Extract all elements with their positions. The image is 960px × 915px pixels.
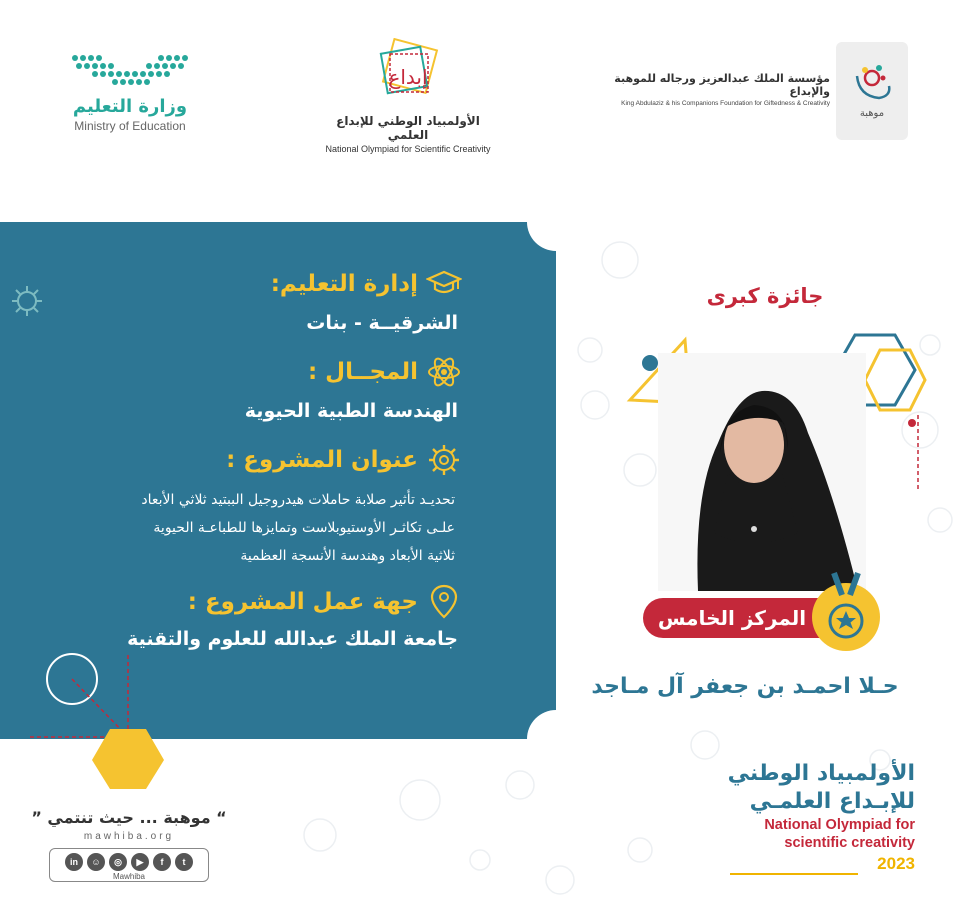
project-title-line-2: علـى تكاثـر الأوستيوبلاست وتمايزها للطباعـة الحيوية (153, 520, 455, 536)
olympiad-year: 2023 (877, 854, 915, 873)
gear-brain-icon (424, 440, 464, 480)
field-label: المجــال : (307, 359, 418, 385)
olympiad-footer (700, 760, 915, 874)
rank-badge: المركز الخامس (643, 598, 843, 638)
olympiad-emblem-icon (368, 38, 448, 112)
location-pin-icon (424, 582, 464, 622)
mawhiba-logo-tile (836, 42, 908, 140)
mawhiba-emblem-icon (849, 56, 895, 104)
olympiad-footer-ar-2: للإبـداع العلمـي (749, 789, 915, 814)
education-label: إدارة التعليم: (270, 271, 418, 297)
instagram-icon[interactable]: ◎ (109, 853, 127, 871)
olympiad-footer-ar-1: الأولمبياد الوطني (727, 761, 915, 786)
youtube-icon[interactable]: ▶ (131, 853, 149, 871)
foundation-name-en: King Abdulaziz & his Companions Foundation for Giftedness & Creativity (621, 100, 830, 107)
field-value: الهندسة الطبية الحيوية (244, 400, 458, 422)
student-portrait-icon (658, 353, 866, 591)
snapchat-icon[interactable]: ☺ (87, 853, 105, 871)
year-underline (730, 873, 858, 875)
mawhiba-slogan: “ موهبة ... حيث تنتمي ” (31, 808, 227, 827)
twitter-icon[interactable]: t (175, 853, 193, 871)
project-title-line-1: تحديـد تأثير صلابة حاملات هيدروجيل الببتيد ثلاثي الأبعاد (141, 492, 455, 508)
field-heading (308, 352, 464, 392)
olympiad-footer-en-2: scientific creativity (784, 835, 915, 851)
organization-value: جامعة الملك عبدالله للعلوم والتقنية (127, 628, 458, 650)
olympiad-name-ar: الأولمبياد الوطني للإبداع العلمي (336, 114, 480, 142)
mawhiba-tile-label: موهبة (859, 108, 885, 119)
education-value: الشرقيــة - بنات (306, 312, 458, 334)
project-title-label: عنوان المشروع : (226, 447, 418, 473)
atom-icon (424, 352, 464, 392)
foundation-name-ar: مؤسسة الملك عبدالعزيز ورجاله للموهبة والإبداع (614, 72, 830, 98)
gear-wrench-icon (6, 280, 48, 322)
moe-name-en: Ministry of Education (74, 119, 186, 133)
graduation-cap-icon (424, 264, 464, 304)
linkedin-icon[interactable]: in (65, 853, 83, 871)
award-title: جائزة كبرى (706, 284, 824, 308)
olympiad-name-en: National Olympiad for Scientific Creativity (325, 144, 491, 154)
decorative-shapes (20, 645, 180, 795)
foundation-logo-text (590, 72, 830, 107)
olympiad-footer-en-1: National Olympiad for (764, 817, 915, 833)
ministry-of-education-logo (40, 50, 220, 150)
social-links-box (49, 848, 209, 882)
organization-heading (188, 582, 464, 622)
moe-name-ar: وزارة التعليم (72, 96, 188, 117)
organization-label: جهة عمل المشروع : (187, 589, 418, 615)
student-name: حـلا احمـد بن جعفر آل مـاجد (591, 674, 899, 699)
mawhiba-site[interactable]: mawhiba.org (83, 831, 175, 842)
social-label: Mawhiba (112, 872, 145, 881)
olympiad-logo (318, 38, 498, 154)
medal-icon (806, 565, 886, 655)
moe-dots-icon (65, 50, 195, 90)
mawhiba-footer (24, 808, 234, 882)
olympiad-logo-text: إبداع (388, 65, 428, 89)
student-photo (658, 353, 866, 591)
project-title-heading (226, 440, 464, 480)
project-title-line-3: ثلاثية الأبعاد وهندسة الأنسجة العظمية (240, 548, 455, 564)
education-heading (271, 264, 464, 304)
facebook-icon[interactable]: f (153, 853, 171, 871)
